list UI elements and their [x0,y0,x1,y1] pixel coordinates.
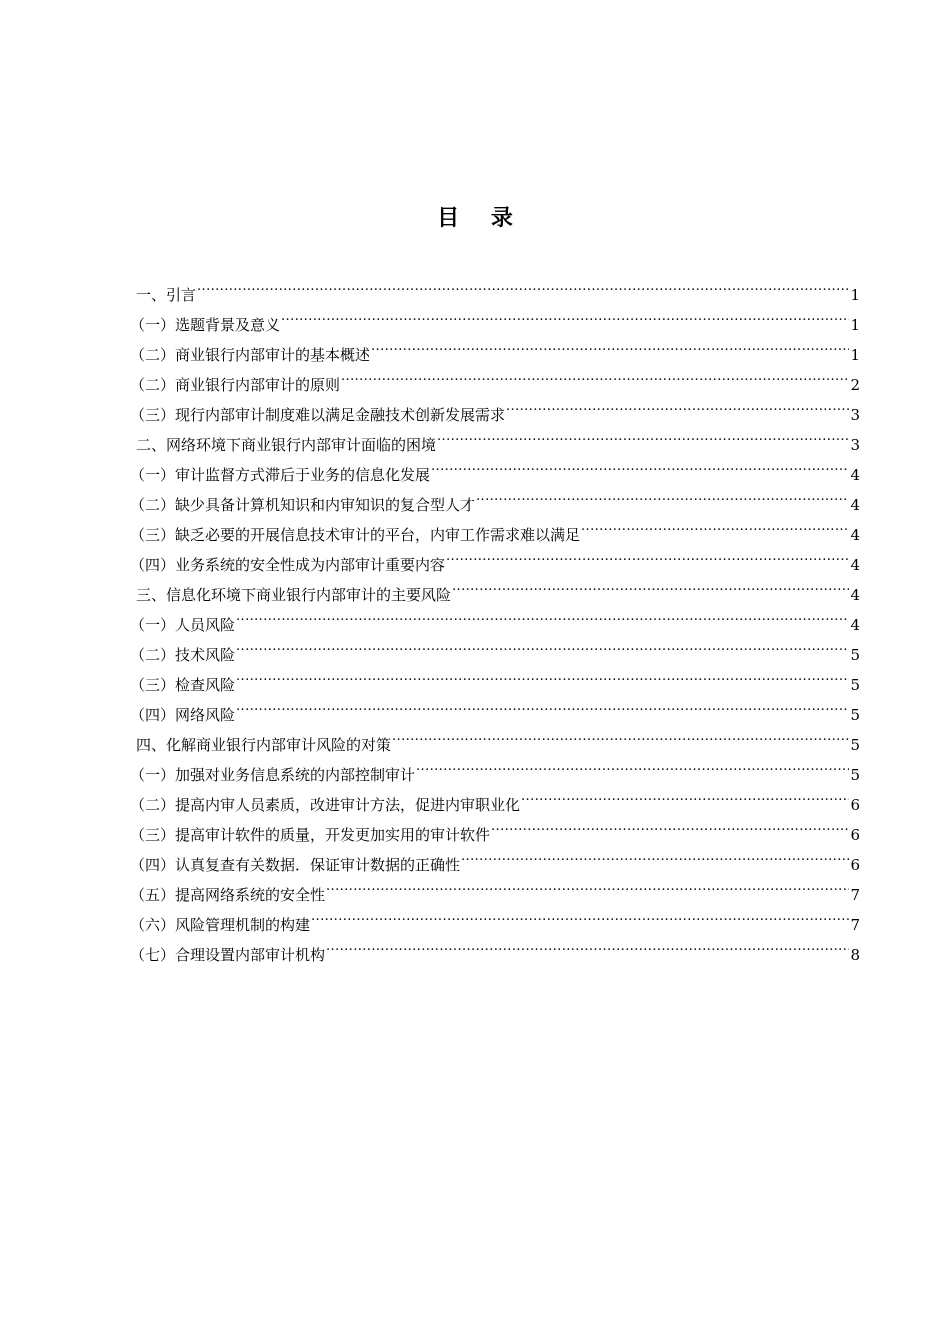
toc-section-entry[interactable] [130,300,860,334]
toc-page-number: 1 [850,316,860,334]
toc-dot-leader [491,810,849,840]
toc-entry-title: （二）技术风险 [130,646,236,664]
toc-dot-leader [281,300,849,330]
toc-dot-leader [326,930,849,960]
toc-entry-title: 二、网络环境下商业银行内部审计面临的困境 [136,436,437,454]
toc-entry-title: 一、引言 [136,286,197,304]
toc-dot-leader [581,510,849,540]
table-of-contents [130,270,860,964]
toc-page-number: 5 [850,766,860,784]
toc-entry-title: （六）风险管理机制的构建 [130,916,311,934]
toc-entry-title: （一）选题背景及意义 [130,316,281,334]
toc-entry-title: （三）检查风险 [130,676,236,694]
toc-entry-title: （七）合理设置内部审计机构 [130,946,326,964]
toc-page-number: 4 [850,586,860,604]
toc-page-number: 7 [850,916,860,934]
toc-section-entry[interactable] [130,630,860,664]
toc-page-number: 1 [850,346,860,364]
toc-dot-leader [416,750,849,780]
toc-section-entry[interactable] [130,690,860,724]
toc-page-number: 5 [850,676,860,694]
toc-dot-leader [236,630,849,660]
toc-page-number: 8 [850,946,860,964]
toc-entry-title: 三、信息化环境下商业银行内部审计的主要风险 [136,586,452,604]
toc-entry-title: （四）业务系统的安全性成为内部审计重要内容 [130,556,446,574]
toc-dot-leader [437,420,849,450]
toc-page-number: 2 [850,376,860,394]
toc-entry-title: （一）加强对业务信息系统的内部控制审计 [130,766,416,784]
toc-page-number: 5 [850,736,860,754]
toc-dot-leader [521,780,849,810]
toc-title: 目 录 [437,205,525,231]
toc-entry-title: 四、化解商业银行内部审计风险的对策 [136,736,392,754]
toc-dot-leader [326,870,849,900]
toc-dot-leader [392,720,849,750]
toc-entry-title: （二）商业银行内部审计的基本概述 [130,346,371,364]
toc-entry-title: （三）提高审计软件的质量，开发更加实用的审计软件 [130,826,491,844]
toc-entry-title: （二）提高内审人员素质，改进审计方法，促进内审职业化 [130,796,521,814]
toc-page-number: 6 [850,826,860,844]
toc-entry-title: （二）缺少具备计算机知识和内审知识的复合型人才 [130,496,476,514]
toc-entry-title: （一）人员风险 [130,616,236,634]
toc-dot-leader [461,840,849,870]
toc-dot-leader [236,660,849,690]
toc-page-number: 6 [850,796,860,814]
toc-entry-title: （三）缺乏必要的开展信息技术审计的平台，内审工作需求难以满足 [130,526,581,544]
toc-section-entry[interactable] [130,600,860,634]
toc-section-entry[interactable] [130,660,860,694]
toc-entry-title: （四）认真复查有关数据．保证审计数据的正确性 [130,856,461,874]
toc-page-number: 6 [850,856,860,874]
toc-entry-title: （一）审计监督方式滞后于业务的信息化发展 [130,466,431,484]
toc-chapter-entry[interactable] [136,270,860,304]
toc-page-number: 4 [850,526,860,544]
toc-dot-leader [197,270,849,300]
toc-dot-leader [371,330,849,360]
toc-entry-title: （三）现行内部审计制度难以满足金融技术创新发展需求 [130,406,506,424]
toc-page-number: 5 [850,646,860,664]
toc-page-number: 7 [850,886,860,904]
toc-dot-leader [452,570,849,600]
toc-entry-title: （四）网络风险 [130,706,236,724]
toc-page-number: 3 [850,436,860,454]
toc-dot-leader [506,390,849,420]
toc-page-number: 4 [850,556,860,574]
toc-dot-leader [446,540,849,570]
toc-page-number: 4 [850,616,860,634]
toc-dot-leader [236,600,849,630]
toc-chapter-entry[interactable] [136,720,860,754]
toc-page-number: 5 [850,706,860,724]
toc-page-number: 3 [850,406,860,424]
toc-dot-leader [476,480,849,510]
toc-dot-leader [431,450,849,480]
toc-entry-title: （二）商业银行内部审计的原则 [130,376,341,394]
toc-page-number: 4 [850,466,860,484]
toc-dot-leader [341,360,849,390]
toc-dot-leader [236,690,849,720]
toc-dot-leader [311,900,849,930]
toc-entry-title: （五）提高网络系统的安全性 [130,886,326,904]
toc-page-number: 4 [850,496,860,514]
toc-page-number: 1 [850,286,860,304]
